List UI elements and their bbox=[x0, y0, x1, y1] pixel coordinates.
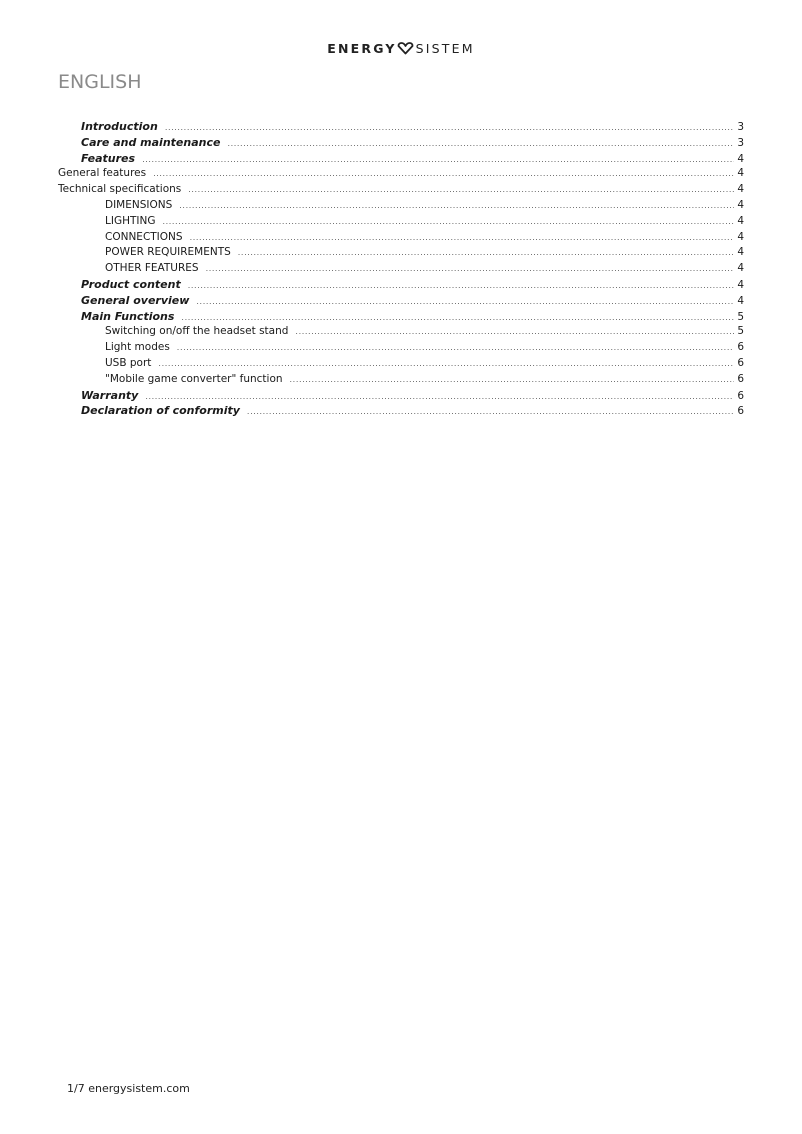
toc-entry[interactable] bbox=[58, 230, 744, 246]
toc-entry-title: Technical specifications bbox=[58, 183, 182, 196]
toc-entry-title: Care and maintenance bbox=[81, 135, 221, 149]
toc-dot-leader bbox=[153, 166, 734, 182]
toc-entry-page: 4 bbox=[737, 230, 744, 243]
toc-entry-page: 4 bbox=[737, 167, 744, 180]
toc-entry[interactable] bbox=[58, 151, 744, 167]
toc-entry-page: 4 bbox=[737, 152, 744, 165]
toc-entry-page: 3 bbox=[737, 136, 744, 149]
toc-dot-leader bbox=[188, 182, 734, 198]
toc-dot-leader bbox=[190, 230, 735, 246]
brand-name-right: SISTEM bbox=[415, 41, 475, 56]
toc-dot-leader bbox=[177, 340, 735, 356]
toc-entry-page: 6 bbox=[737, 389, 744, 402]
toc-entry-page: 4 bbox=[737, 246, 744, 259]
toc-entry[interactable] bbox=[58, 356, 744, 372]
toc-dot-leader bbox=[206, 261, 735, 277]
toc-entry[interactable] bbox=[58, 340, 744, 356]
toc-entry-title: Light modes bbox=[105, 341, 170, 354]
toc-entry-page: 4 bbox=[737, 198, 744, 211]
toc-entry[interactable] bbox=[58, 277, 744, 293]
toc-dot-leader bbox=[181, 310, 734, 326]
toc-entry-title: "Mobile game converter" function bbox=[105, 372, 283, 385]
toc-entry-page: 4 bbox=[737, 294, 744, 307]
toc-entry-page: 3 bbox=[737, 121, 744, 133]
toc-entry-title: CONNECTIONS bbox=[105, 230, 183, 243]
toc-entry-title: DIMENSIONS bbox=[105, 198, 173, 211]
toc-dot-leader bbox=[165, 120, 735, 136]
toc-dot-leader bbox=[238, 245, 735, 261]
toc-entry[interactable] bbox=[58, 245, 744, 261]
toc-entry[interactable] bbox=[58, 198, 744, 214]
toc-entry-title: Introduction bbox=[81, 120, 158, 133]
toc-entry-page: 4 bbox=[737, 278, 744, 291]
toc-entry-title: LIGHTING bbox=[105, 214, 156, 227]
toc-entry-page: 6 bbox=[737, 372, 744, 385]
toc-entry[interactable] bbox=[58, 293, 744, 309]
toc-dot-leader bbox=[188, 278, 735, 294]
toc-entry-title: Declaration of conformity bbox=[81, 404, 240, 418]
toc-entry[interactable] bbox=[58, 309, 744, 325]
page-footer: 1/7 energysistem.com bbox=[67, 1082, 190, 1095]
toc-entry[interactable] bbox=[58, 261, 744, 277]
toc-entry-page: 4 bbox=[737, 214, 744, 227]
toc-dot-leader bbox=[247, 404, 734, 420]
toc-entry[interactable] bbox=[58, 214, 744, 230]
toc-dot-leader bbox=[158, 356, 734, 372]
toc-entry-title: USB port bbox=[105, 356, 152, 369]
toc-entry-title: Main Functions bbox=[81, 309, 175, 323]
toc-dot-leader bbox=[227, 136, 734, 152]
toc-entry-title: General overview bbox=[81, 293, 190, 307]
toc-entry[interactable] bbox=[58, 135, 744, 151]
toc-entry[interactable] bbox=[58, 182, 744, 198]
page-title: ENGLISH bbox=[58, 71, 142, 93]
toc-entry[interactable] bbox=[58, 403, 744, 419]
toc-entry-page: 6 bbox=[737, 405, 744, 418]
toc-entry-page: 4 bbox=[737, 183, 744, 196]
toc-entry-page: 4 bbox=[737, 262, 744, 275]
toc-entry-title: General features bbox=[58, 167, 147, 180]
toc-entry-title: OTHER FEATURES bbox=[105, 262, 199, 275]
toc-entry[interactable] bbox=[58, 166, 744, 182]
toc-entry-title: Features bbox=[81, 151, 136, 165]
toc-dot-leader bbox=[196, 294, 734, 310]
toc-dot-leader bbox=[162, 214, 734, 230]
toc-dot-leader bbox=[142, 152, 734, 168]
toc-entry-page: 6 bbox=[737, 356, 744, 369]
toc-entry[interactable] bbox=[58, 119, 744, 135]
toc-entry-title: Switching on/off the headset stand bbox=[105, 325, 289, 338]
toc-entry[interactable] bbox=[58, 324, 744, 340]
toc-entry-title: Product content bbox=[81, 277, 181, 291]
table-of-contents bbox=[58, 119, 744, 419]
heart-check-icon bbox=[397, 42, 414, 55]
brand-logo bbox=[0, 41, 802, 57]
toc-entry-page: 5 bbox=[737, 325, 744, 338]
toc-entry-page: 6 bbox=[737, 341, 744, 354]
brand-name-left: ENERGY bbox=[327, 41, 397, 56]
toc-dot-leader bbox=[295, 324, 734, 340]
toc-entry[interactable] bbox=[58, 372, 744, 388]
toc-entry-page: 5 bbox=[737, 310, 744, 323]
toc-dot-leader bbox=[290, 372, 735, 388]
toc-entry-title: POWER REQUIREMENTS bbox=[105, 246, 231, 259]
toc-dot-leader bbox=[179, 198, 734, 214]
toc-dot-leader bbox=[145, 389, 734, 405]
toc-entry[interactable] bbox=[58, 388, 744, 404]
toc-entry-title: Warranty bbox=[81, 388, 139, 402]
